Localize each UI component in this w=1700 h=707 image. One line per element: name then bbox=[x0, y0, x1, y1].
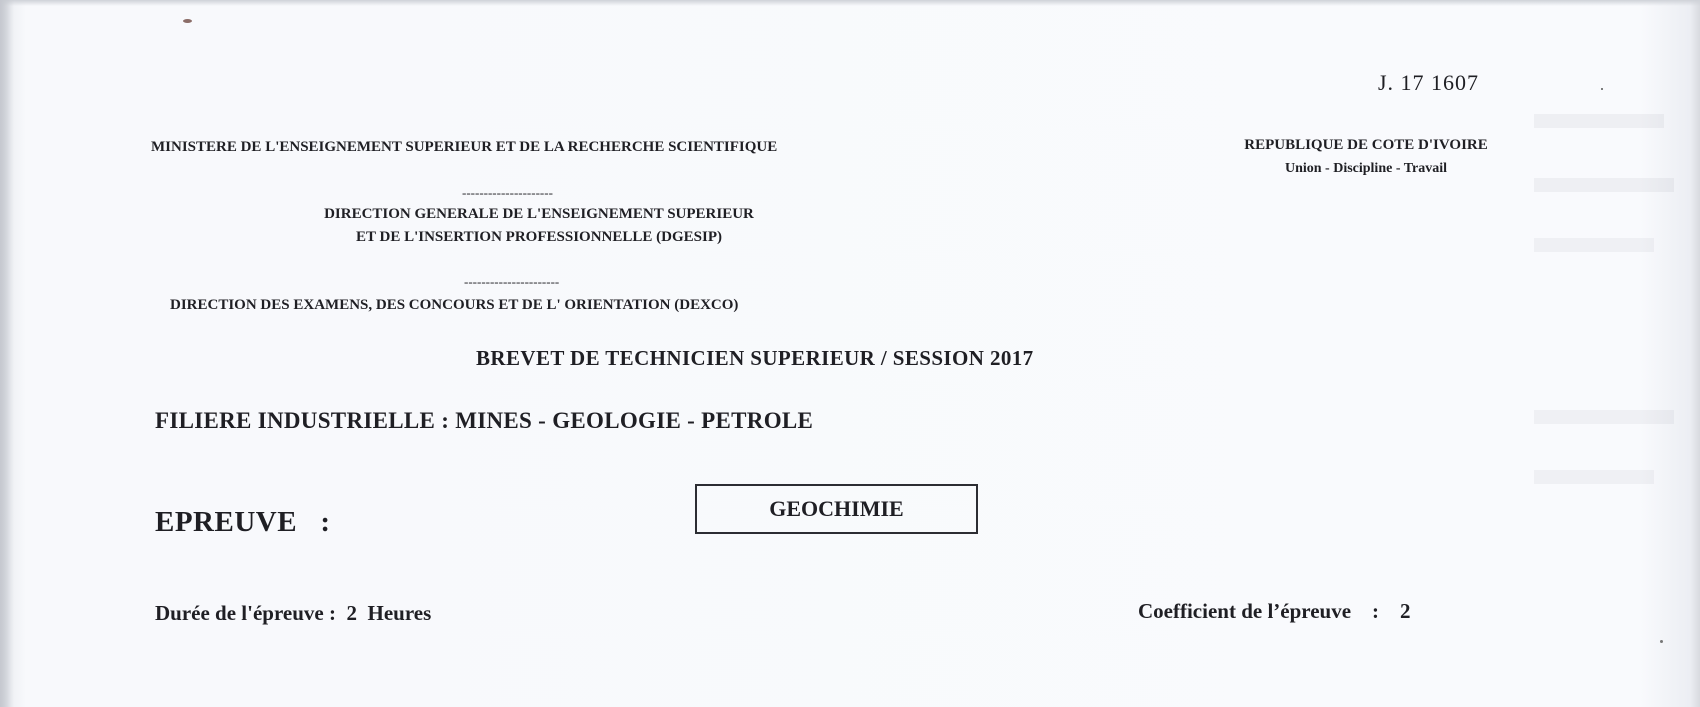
scan-speck bbox=[183, 19, 192, 23]
exam-duration: Durée de l'épreuve : 2 Heures bbox=[155, 601, 432, 625]
ministry-heading: MINISTERE DE L'ENSEIGNEMENT SUPERIEUR ET DE LA RECHERCHE SCIENTIFIQUE bbox=[151, 139, 778, 155]
show-through-shadow bbox=[1534, 114, 1664, 128]
show-through-shadow bbox=[1534, 410, 1674, 424]
show-through-shadow bbox=[1534, 470, 1654, 484]
dgesip-heading-line-2: ET DE L'INSERTION PROFESSIONNELLE (DGESIP) bbox=[356, 229, 722, 245]
scan-top-shadow bbox=[0, 0, 1700, 6]
national-motto: Union - Discipline - Travail bbox=[1284, 161, 1448, 176]
dgesip-heading-line-1: DIRECTION GENERALE DE L'ENSEIGNEMENT SUPERIEUR bbox=[324, 206, 754, 222]
dexco-heading: DIRECTION DES EXAMENS, DES CONCOURS ET DE L' ORIENTATION (DEXCO) bbox=[170, 297, 739, 313]
subject-name: GEOCHIMIE bbox=[769, 496, 904, 521]
exam-title: BREVET DE TECHNICIEN SUPERIEUR / SESSION 2017 bbox=[476, 346, 1034, 370]
separator-line: ---------------------- bbox=[464, 274, 560, 289]
scan-speck bbox=[1660, 640, 1663, 643]
scan-left-shadow bbox=[0, 0, 14, 707]
separator-line: --------------------- bbox=[462, 185, 553, 200]
subject-box bbox=[695, 484, 978, 534]
scan-speck bbox=[1601, 88, 1603, 90]
exam-coefficient: Coefficient de l’épreuve : 2 bbox=[1138, 599, 1411, 623]
show-through-shadow bbox=[1534, 178, 1674, 192]
republic-heading: REPUBLIQUE DE COTE D'IVOIRE bbox=[1244, 137, 1488, 153]
document-reference: J. 17 1607 bbox=[1378, 70, 1480, 95]
filiere-heading: FILIERE INDUSTRIELLE : MINES - GEOLOGIE - PETROLE bbox=[155, 408, 814, 433]
show-through-shadow bbox=[1534, 238, 1654, 252]
epreuve-label: EPREUVE : bbox=[155, 506, 331, 538]
